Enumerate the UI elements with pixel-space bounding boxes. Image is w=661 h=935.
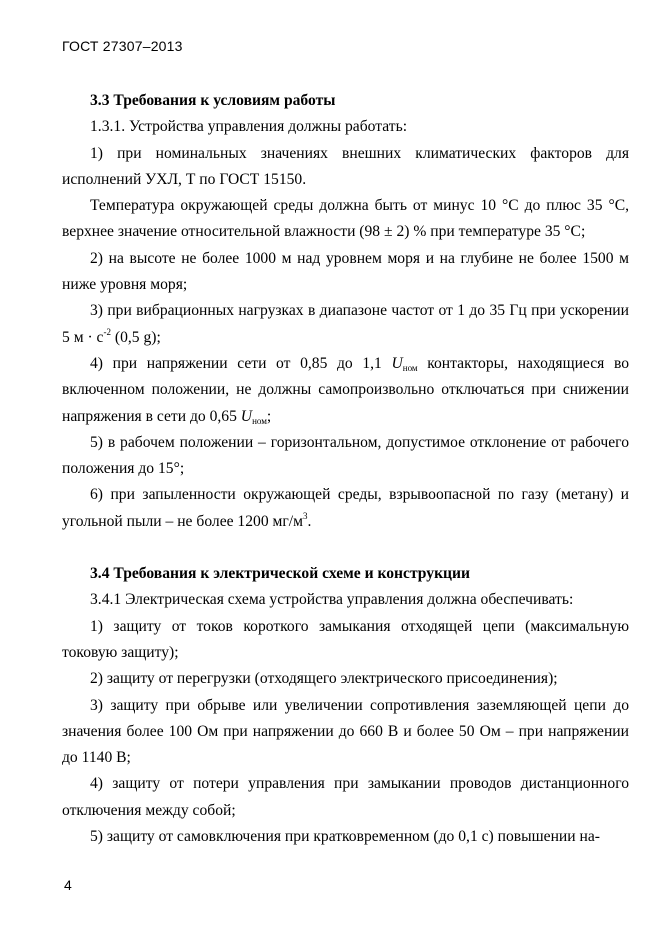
text-run: 3) при вибрационных нагрузках в диапазоне частот от 1 до 35 Гц при ускорении 5 м · с bbox=[62, 302, 629, 346]
section-gap bbox=[62, 535, 629, 561]
superscript: -2 bbox=[103, 326, 111, 337]
paragraph: 5) в рабочем положении – горизонтальном, допустимое отклонение от рабочего положения до 15°; bbox=[62, 433, 629, 478]
voltage-symbol: U bbox=[240, 407, 253, 425]
paragraph: Температура окружающей среды должна быть от минус 10 °С до плюс 35 °С, верхнее значение относительной влажности (98 ± 2) % при температуре 35 °С; bbox=[62, 197, 629, 241]
paragraph: 2) на высоте не более 1000 м над уровнем моря и на глубине не более 1500 м ниже уровня моря; bbox=[62, 249, 629, 294]
page-number: 4 bbox=[64, 877, 72, 893]
paragraph: 3.4.1 Электрическая схема устройства управления должна обеспечивать: bbox=[90, 591, 574, 609]
paragraph bbox=[62, 482, 629, 535]
paragraph: 5) защиту от самовключения при кратковременном (до 0,1 с) повышении на- bbox=[90, 828, 600, 846]
text-run: ; bbox=[266, 407, 272, 425]
paragraph: 4) защиту от потери управления при замыкании проводов дистанционного отключения между собой; bbox=[62, 775, 629, 819]
superscript: 3 bbox=[302, 510, 308, 521]
section-heading-3-3: 3.3 Требования к условиям работы bbox=[90, 92, 336, 109]
paragraph bbox=[62, 298, 629, 351]
text-run: 6) при запыленности окружающей среды, взрывоопасной по газу (метану) и угольной пыли – не более 1200 мг/м bbox=[62, 486, 629, 530]
paragraph: 1) при номинальных значениях внешних климатических факторов для исполнений УХЛ, Т по ГОСТ 15150. bbox=[62, 144, 629, 188]
page-body bbox=[62, 88, 629, 850]
text-run: . bbox=[307, 512, 312, 530]
paragraph: 3) защиту при обрыве или увеличении сопротивления заземляющей цепи до значения более 100 Ом при напряжении до 660 В и более 50 Ом – при напряжении до 1140 В; bbox=[62, 696, 629, 767]
text-run: контакторы, находящиеся во включенном положении, не должны самопроизвольно отключаться при снижении напряжения в сети до 0,65 bbox=[62, 354, 629, 425]
subscript: ном bbox=[252, 415, 267, 426]
voltage-symbol: U bbox=[391, 354, 403, 372]
paragraph: 1) защиту от токов короткого замыкания отходящей цепи (максимальную токовую защиту); bbox=[62, 617, 629, 661]
paragraph: 2) защиту от перегрузки (отходящего электрического присоединения); bbox=[90, 670, 558, 688]
subscript: ном bbox=[402, 362, 418, 373]
text-run: 4) при напряжении сети от 0,85 до 1,1 bbox=[90, 354, 392, 372]
section-heading-3-4: 3.4 Требования к электрической схеме и конструкции bbox=[90, 565, 471, 583]
paragraph bbox=[62, 351, 629, 430]
text-run: (0,5 g); bbox=[110, 328, 161, 346]
document-header: ГОСТ 27307–2013 bbox=[62, 38, 183, 54]
paragraph: 1.3.1. Устройства управления должны работать: bbox=[90, 118, 408, 136]
